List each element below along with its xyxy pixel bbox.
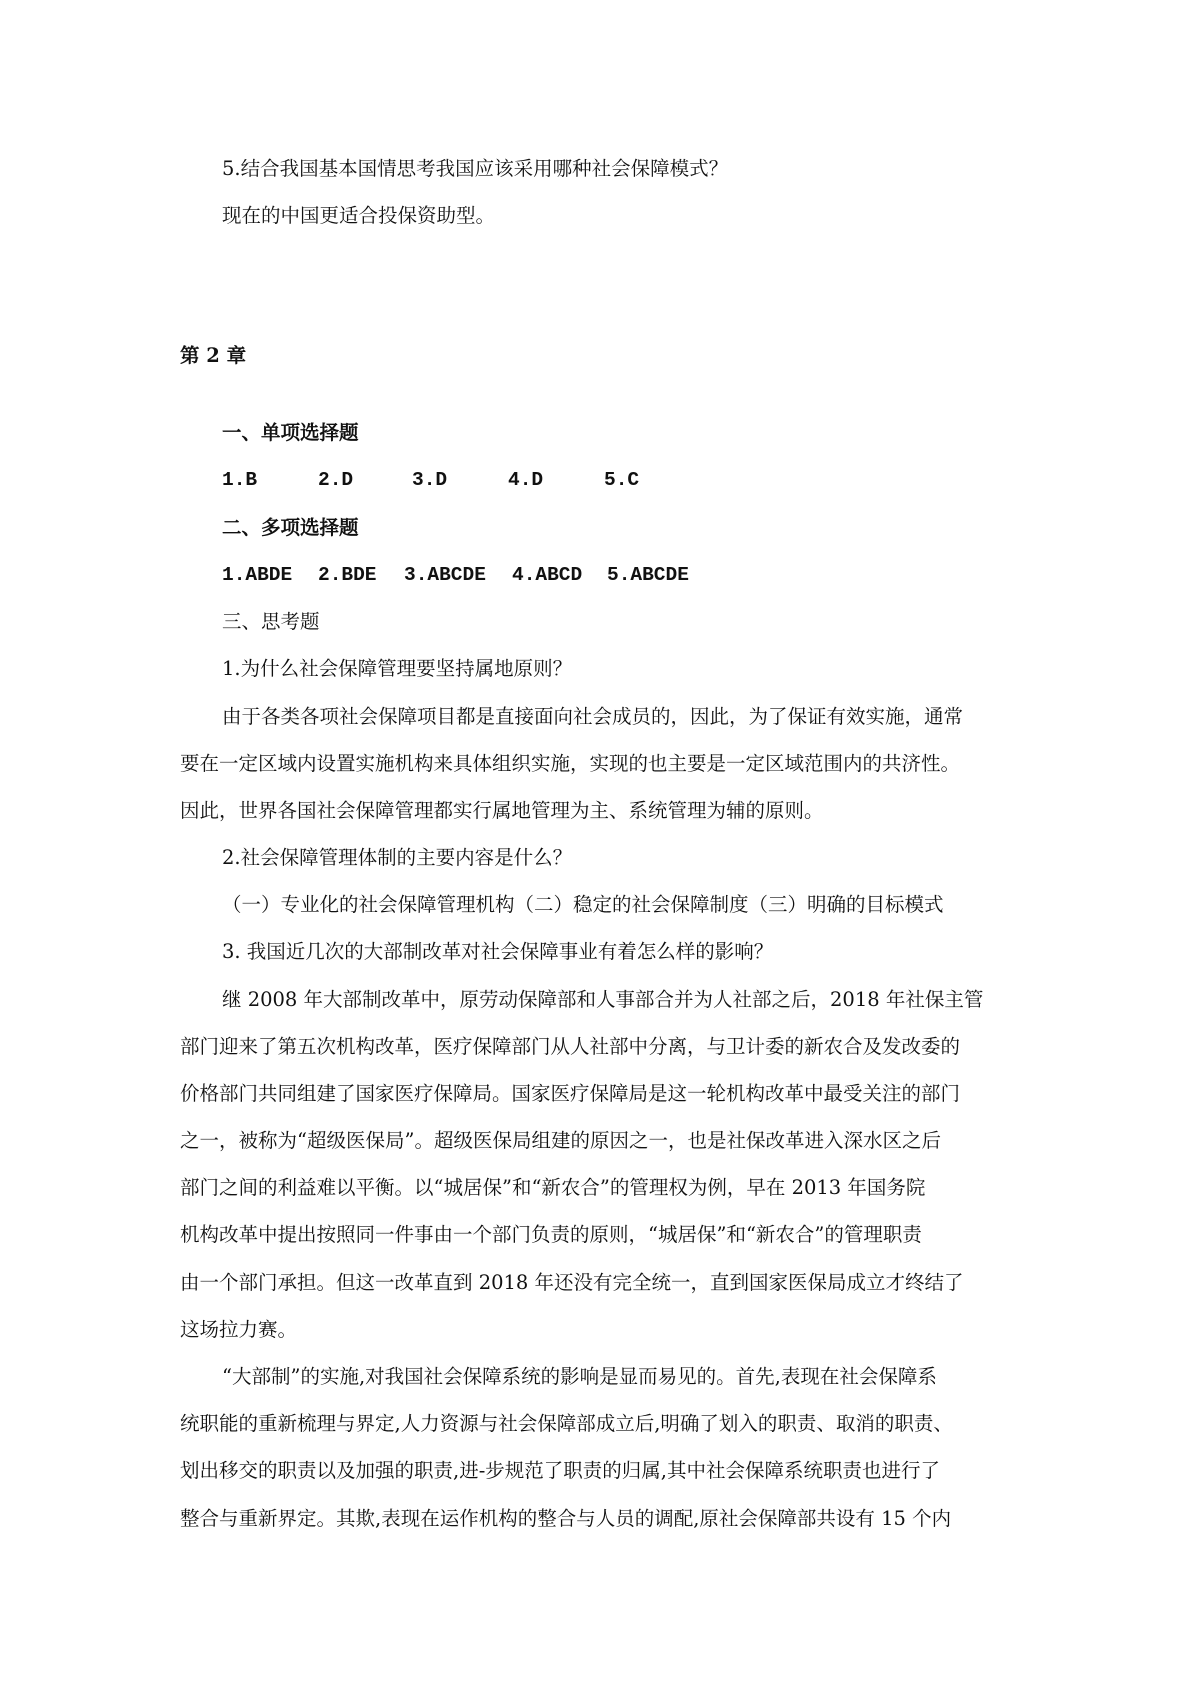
multiple-choice-answer-1: 1.ABDE	[222, 564, 293, 586]
section-single-choice-heading: 一、单项选择题	[222, 421, 359, 444]
answer-1-line-2: 要在一定区域内设置实施机构来具体组织实施，实现的也主要是一定区域范围内的共济性。	[180, 752, 961, 775]
answer-3-line-7: 由一个部门承担。但这一改革直到 2018 年还没有完全统一，直到国家医保局成立才终结了	[180, 1271, 964, 1294]
multiple-choice-answer-5: 5.ABCDE	[607, 564, 689, 586]
multiple-choice-answer-4: 4.ABCD	[512, 564, 583, 586]
single-choice-answer-5: 5.C	[604, 469, 640, 491]
question-2: 2.社会保障管理体制的主要内容是什么？	[222, 846, 573, 869]
section-multiple-choice-heading: 二、多项选择题	[222, 516, 359, 539]
answer-2: （一）专业化的社会保障管理机构（二）稳定的社会保障制度（三）明确的目标模式	[222, 893, 944, 916]
answer-3-paragraph-2-line-1: “大部制”的实施,对我国社会保障系统的影响是显而易见的。首先,表现在社会保障系	[222, 1365, 937, 1388]
answer-3-line-2: 部门迎来了第五次机构改革，医疗保障部门从人社部中分离，与卫计委的新农合及发改委的	[180, 1035, 961, 1058]
multiple-choice-answer-2: 2.BDE	[318, 564, 377, 586]
answer-3-paragraph-2-line-3: 划出移交的职责以及加强的职责,进-步规范了职责的归属,其中社会保障系统职责也进行了	[180, 1459, 940, 1482]
answer-3-line-4: 之一，被称为“超级医保局”。超级医保局组建的原因之一，也是社保改革进入深水区之后	[180, 1129, 941, 1152]
answer-3-line-6: 机构改革中提出按照同一件事由一个部门负责的原则，“城居保”和“新农合”的管理职责	[180, 1223, 922, 1246]
answer-3-line-5: 部门之间的利益难以平衡。以“城居保”和“新农合”的管理权为例，早在 2013 年国务院	[180, 1176, 926, 1199]
answer-3-paragraph-2-line-4: 整合与重新界定。其欺,表现在运作机构的整合与人员的调配,原社会保障部共设有 15 个内	[180, 1507, 952, 1530]
section-thinking-questions-heading: 三、思考题	[222, 610, 320, 633]
single-choice-answer-3: 3.D	[412, 469, 448, 491]
answer-1-line-3: 因此，世界各国社会保障管理都实行属地管理为主、系统管理为辅的原则。	[180, 799, 824, 822]
answer-5: 现在的中国更适合投保资助型。	[222, 204, 496, 227]
question-5: 5.结合我国基本国情思考我国应该采用哪种社会保障模式？	[222, 157, 729, 180]
answer-3-line-8: 这场拉力赛。	[180, 1318, 298, 1341]
question-1: 1.为什么社会保障管理要坚持属地原则？	[222, 657, 573, 680]
chapter-heading: 第 2 章	[180, 344, 247, 367]
question-3: 3. 我国近几次的大部制改革对社会保障事业有着怎么样的影响？	[222, 940, 774, 963]
single-choice-answer-4: 4.D	[508, 469, 544, 491]
answer-1-line-1: 由于各类各项社会保障项目都是直接面向社会成员的，因此，为了保证有效实施，通常	[222, 705, 964, 728]
answer-3-line-1: 继 2008 年大部制改革中，原劳动保障部和人事部合并为人社部之后，2018 年社保主管	[222, 988, 984, 1011]
single-choice-answer-1: 1.B	[222, 469, 258, 491]
answer-3-paragraph-2-line-2: 统职能的重新梳理与界定,人力资源与社会保障部成立后,明确了划入的职责、取消的职责、	[180, 1412, 953, 1435]
answer-3-line-3: 价格部门共同组建了国家医疗保障局。国家医疗保障局是这一轮机构改革中最受关注的部门	[180, 1082, 961, 1105]
multiple-choice-answer-3: 3.ABCDE	[404, 564, 486, 586]
single-choice-answer-2: 2.D	[318, 469, 354, 491]
